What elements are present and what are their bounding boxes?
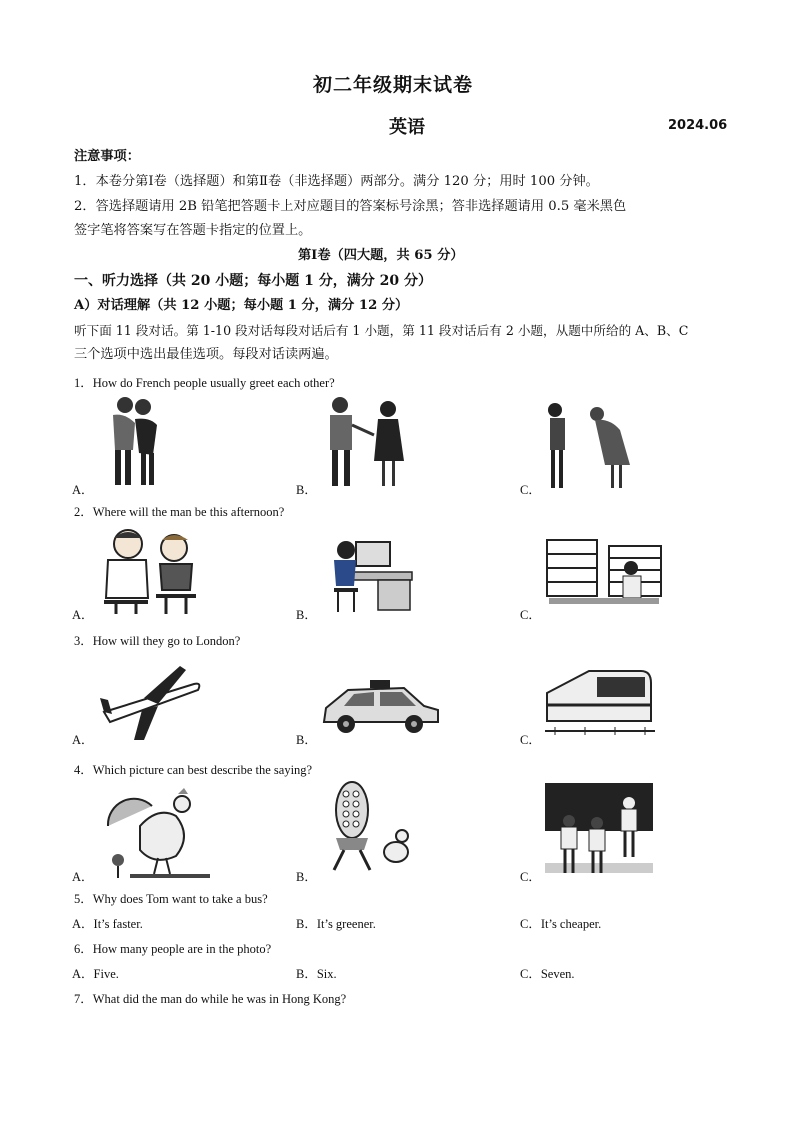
question-7: 7．What did the man do while he was in Hong Kong? [74,992,347,1006]
q1-option-c[interactable]: C． [520,483,541,497]
instructions-line-1: 听下面 11 段对话。第 1-10 段对话每段对话后有 1 小题，第 11 段对话后有 2 小题，从题中所给的 A、B、C [74,323,689,338]
notice-item-2-line-1: 2．答选择题请用 2B 铅笔把答题卡上对应题目的答案标号涂黑；答非选择题请用 0.5 毫米黑色 [74,199,627,214]
q5-option-c[interactable]: C．It’s cheaper. [520,917,602,931]
notice-item-2-line-2: 签字笔将答案写在答题卡指定的位置上。 [74,223,312,238]
library-icon [545,538,663,614]
q5-option-b[interactable]: B．It’s greener. [296,917,376,931]
q3-option-c[interactable]: C． [520,733,541,747]
q6-option-b[interactable]: B．Six. [296,967,337,981]
q1-option-a[interactable]: A． [72,483,94,497]
section-1-heading: 一、听力选择（共 20 小题；每小题 1 分，满分 20 分） [74,273,432,289]
q4-option-a[interactable]: A． [72,870,94,884]
q2-option-b[interactable]: B． [296,608,317,622]
q3-option-a[interactable]: A． [72,733,94,747]
train-icon [545,665,655,741]
students-blackboard-icon [545,783,653,877]
q2-option-a[interactable]: A． [72,608,94,622]
exam-date: 2024.06 [668,118,728,133]
page-title: 初二年级期末试卷 [313,74,474,96]
q3-option-b[interactable]: B． [296,733,317,747]
section-a-heading: A）对话理解（共 12 小题；每小题 1 分，满分 12 分） [74,298,409,313]
q6-option-a[interactable]: A．Five. [72,967,119,981]
question-1: 1．How do French people usually greet each other? [74,376,335,390]
bowing-people-icon [545,400,640,492]
q4-option-c[interactable]: C． [520,870,541,884]
notice-heading: 注意事项： [74,149,140,164]
q2-option-c[interactable]: C． [520,608,541,622]
q4-option-b[interactable]: B． [296,870,317,884]
subject-title: 英语 [389,117,425,138]
hugging-people-icon [95,395,175,490]
question-6: 6．How many people are in the photo? [74,942,272,956]
part-1-title: 第Ⅰ卷（四大题，共 65 分） [298,248,464,263]
question-5: 5．Why does Tom want to take a bus? [74,892,268,906]
taxi-icon [320,678,442,736]
notice-item-1: 1．本卷分第Ⅰ卷（选择题）和第Ⅱ卷（非选择题）两部分。满分 120 分；用时 100 分钟。 [74,174,599,189]
q6-option-c[interactable]: C．Seven. [520,967,575,981]
question-2: 2．Where will the man be this afternoon? [74,505,285,519]
office-desk-icon [320,536,415,616]
instructions-line-2: 三个选项中选出最佳选项。每段对话读两遍。 [74,347,338,362]
corn-chicken-icon [320,780,418,876]
question-3: 3．How will they go to London? [74,634,241,648]
airplane-icon [98,660,203,742]
question-4: 4．Which picture can best describe the saying? [74,763,313,777]
q5-option-a[interactable]: A．It’s faster. [72,917,143,931]
doctor-patient-icon [96,528,206,616]
handshake-people-icon [320,395,410,490]
rooster-sun-icon [100,786,210,880]
q1-option-b[interactable]: B． [296,483,317,497]
